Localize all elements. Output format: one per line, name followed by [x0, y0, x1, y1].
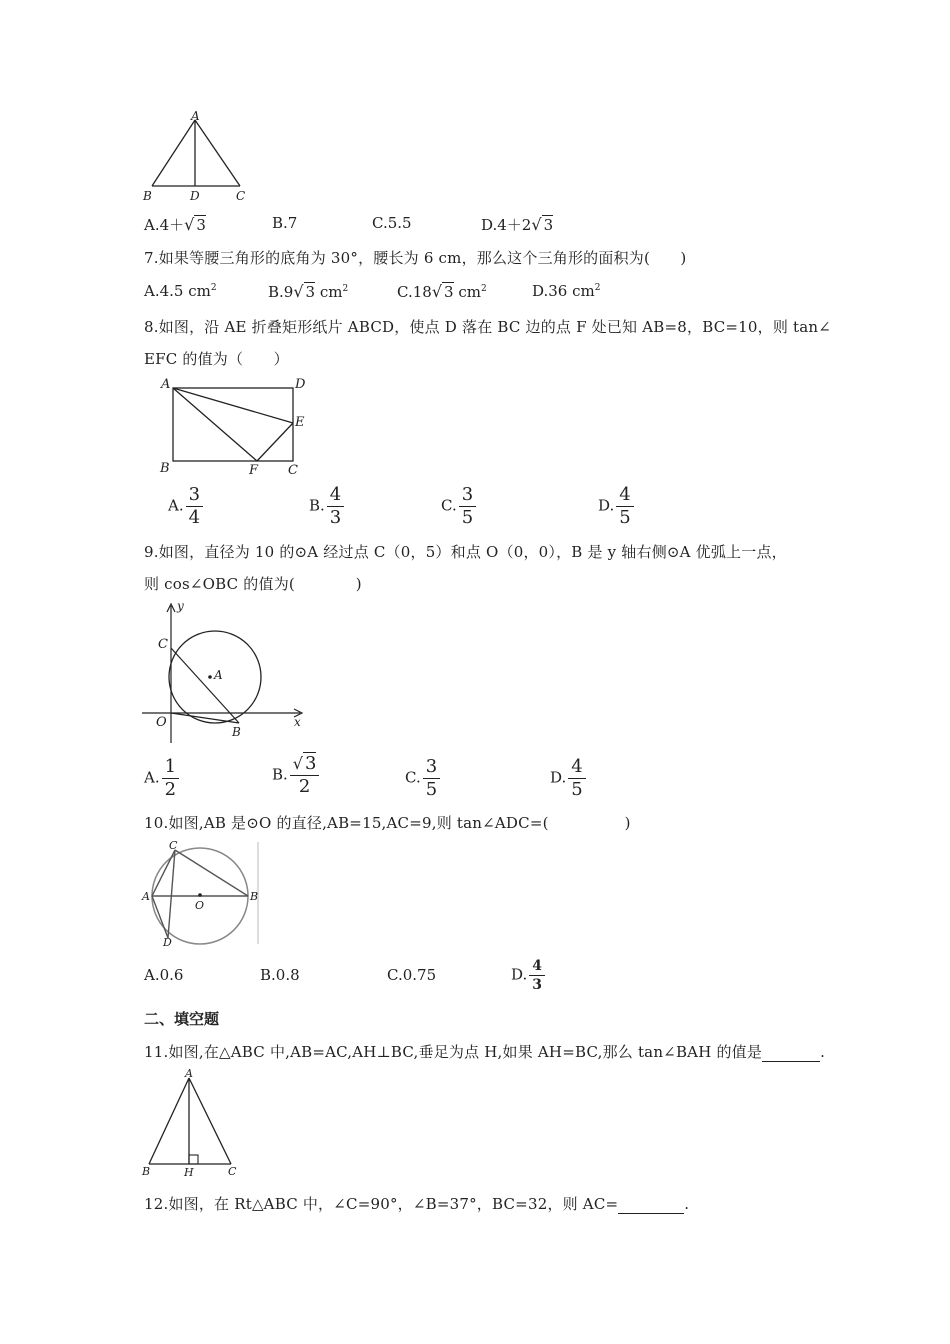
figure-q6-triangle: [140, 110, 260, 205]
question-8-line1: 8.如图，沿 AE 折叠矩形纸片 ABCD，使点 D 落在 BC 边的点 F 处已知 AB=8，BC=10，则 tan∠: [144, 318, 831, 336]
q8-option-c: C. $\frac{3}{5}$: [441, 486, 476, 527]
question-12: 12.如图，在 Rt△ABC 中，∠C=90°，∠B=37°，BC=32，则 AC= .: [144, 1195, 690, 1213]
label-C: C: [228, 1165, 237, 1178]
label-B: B: [160, 461, 170, 476]
label-A: A: [142, 890, 150, 903]
q7-option-d: D.36 $cm^2$: [532, 282, 601, 300]
label-H: H: [184, 1166, 194, 1178]
label-B: B: [143, 189, 152, 203]
label-D: D: [190, 189, 200, 203]
label-B: B: [232, 725, 241, 739]
q10-option-a: A.0.6: [144, 966, 184, 984]
sqrt-symbol: √ 3: [531, 215, 554, 234]
question-7: 7.如果等腰三角形的底角为 30°，腰长为 6 cm，那么这个三角形的面积为( ): [144, 249, 687, 267]
q9-option-b: B. $\frac{√ 3}{2}$: [272, 755, 319, 796]
label-A: A: [191, 110, 200, 123]
q10-option-b: B.0.8: [260, 966, 300, 984]
question-8-line2: EFC 的值为（ ）: [144, 350, 289, 368]
label-B: B: [142, 1165, 151, 1178]
figure-q8-rectangle: [155, 372, 320, 480]
q7-option-b: B.9√ 3 $cm^2$: [268, 282, 349, 301]
label-A: A: [161, 377, 171, 392]
q9-option-a: A. $\frac{1}{2}$: [144, 758, 179, 799]
q6-option-b: B.7: [272, 214, 298, 232]
label-C: C: [236, 189, 246, 203]
q6-option-d: D.4＋2√ 3: [481, 215, 554, 234]
label-x: x: [294, 715, 301, 729]
label-O: O: [195, 899, 205, 912]
label-A: A: [185, 1067, 193, 1080]
figure-q10-circle: [138, 838, 263, 948]
q6-option-c: C.5.5: [372, 214, 412, 232]
q7-option-a: A.4.5 $cm^2$: [144, 282, 217, 300]
q8-option-b: B. $\frac{4}{3}$: [309, 486, 344, 527]
q10-option-d: D. $\frac{4}{3}$: [511, 959, 545, 992]
question-11: 11.如图,在△ABC 中,AB=AC,AH⊥BC,垂足为点 H,如果 AH=BC,那么 tan∠BAH 的值是 .: [144, 1043, 826, 1061]
sqrt-symbol: √ 3: [184, 215, 206, 234]
label-C: C: [169, 839, 178, 852]
label-D: D: [163, 936, 172, 948]
q8-option-a: A. $\frac{3}{4}$: [168, 486, 203, 527]
q6-option-a: A.4＋√ 3: [144, 215, 206, 234]
question-9-line1: 9.如图，直径为 10 的⊙A 经过点 C（0，5）和点 O（0，0），B 是 y 轴右侧⊙A 优弧上一点，: [144, 543, 787, 561]
figure-q9-circle: [140, 598, 310, 748]
label-C: C: [158, 637, 168, 652]
label-B: B: [250, 890, 259, 903]
q9-option-c: C. $\frac{3}{5}$: [405, 758, 440, 799]
question-9-line2: 则 cos∠OBC 的值为( ): [144, 575, 362, 593]
label-y: y: [177, 599, 184, 613]
label-D: D: [295, 377, 306, 392]
label-C: C: [288, 463, 298, 478]
answer-blank[interactable]: [762, 1043, 820, 1062]
question-10: 10.如图,AB 是⊙O 的直径,AB=15,AC=9,则 tan∠ADC=( ): [144, 814, 631, 832]
label-E: E: [295, 415, 305, 430]
q8-option-d: D. $\frac{4}{5}$: [598, 486, 634, 527]
label-F: F: [249, 463, 259, 478]
q7-option-c: C.18√ 3 $cm^2$: [397, 282, 487, 301]
label-O: O: [156, 715, 167, 730]
q10-option-c: C.0.75: [387, 966, 437, 984]
figure-q11-triangle: [140, 1066, 250, 1178]
answer-blank[interactable]: [618, 1195, 684, 1214]
label-A: A: [214, 668, 223, 682]
q9-option-d: D. $\frac{4}{5}$: [550, 758, 586, 799]
section-fill-in-title: 二、填空题: [144, 1010, 220, 1028]
